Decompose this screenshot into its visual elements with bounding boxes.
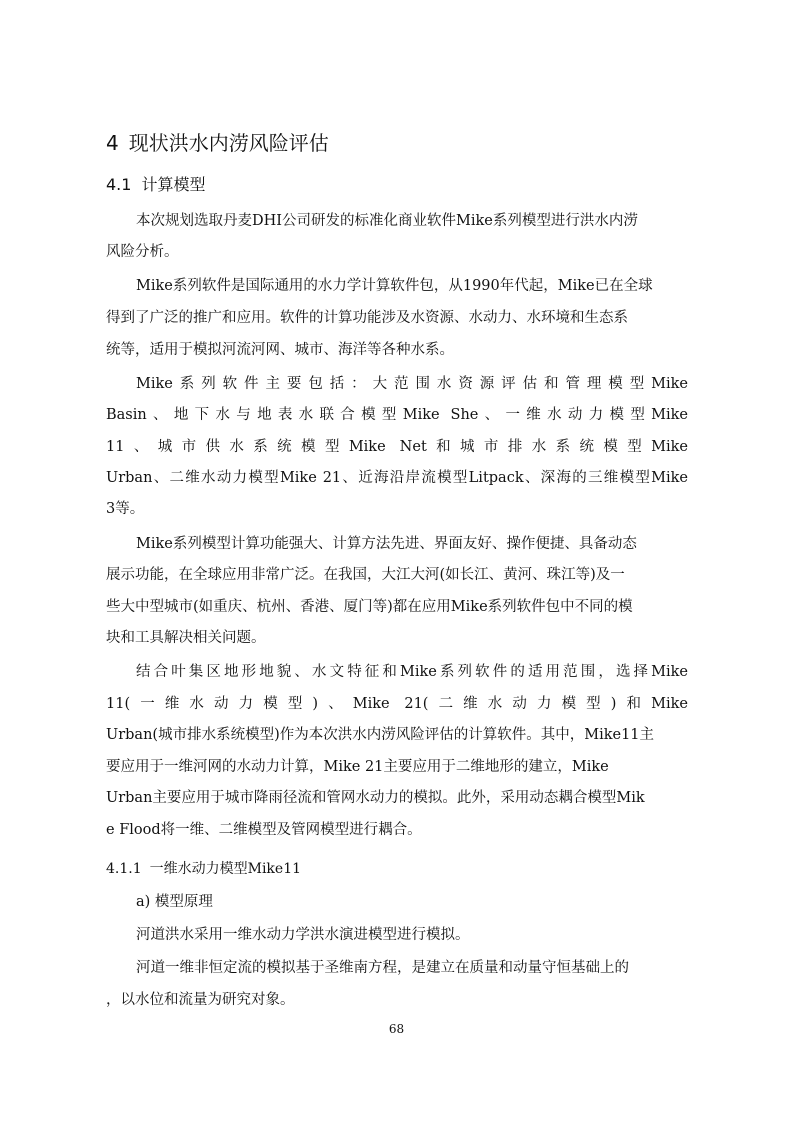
subsubsection-title: 一维水动力模型Mike11 (149, 861, 302, 877)
section-number: 4 (106, 131, 119, 155)
paragraph-line: 风险分析。 (106, 244, 179, 260)
paragraph-line: Mike系列软件是国际通用的水力学计算软件包，从1990年代起，Mike已在全球 (136, 278, 653, 294)
paragraph-line: 得到了广泛的推广和应用。软件的计算功能涉及水资源、水动力、水环境和生态系 (106, 310, 628, 326)
paragraph-line: 11(一维水动力模型)、Mike 21(二维水动力模型)和Mike (106, 696, 688, 712)
page-number: 68 (388, 1022, 405, 1036)
paragraph-line: Mike系列软件主要包括：大范围水资源评估和管理模型Mike (136, 376, 688, 392)
paragraph-line: Urban主要应用于城市降雨径流和管网水动力的模拟。此外，采用动态耦合模型Mik (106, 790, 645, 806)
paragraph-line: e Flood将一维、二维模型及管网模型进行耦合。 (106, 822, 422, 838)
subsection-number: 4.1 (106, 175, 132, 194)
subsection-title: 计算模型 (141, 175, 206, 194)
subsection-heading (106, 172, 205, 198)
paragraph-line: 展示功能，在全球应用非常广泛。在我国，大江大河(如长江、黄河、珠江等)及一 (106, 567, 625, 583)
paragraph-line: 河道洪水采用一维水动力学洪水演进模型进行模拟。 (136, 927, 470, 943)
paragraph-line: Urban(城市排水系统模型)作为本次洪水内涝风险评估的计算软件。其中，Mike11主 (106, 727, 655, 743)
paragraph-line: 本次规划选取丹麦DHI公司研发的标准化商业软件Mike系列模型进行洪水内涝 (136, 213, 638, 229)
paragraph-line: Mike系列模型计算功能强大、计算方法先进、界面友好、操作便捷、具备动态 (136, 536, 637, 552)
section-heading (106, 128, 329, 158)
paragraph-line: 3等。 (106, 501, 145, 517)
paragraph-line: Basin、地下水与地表水联合模型Mike She、一维水动力模型Mike (106, 407, 688, 423)
subsubsection-heading (106, 857, 301, 881)
paragraph-line: 要应用于一维河网的水动力计算，Mike 21主要应用于二维地形的建立，Mike (106, 759, 609, 775)
section-title: 现状洪水内涝风险评估 (128, 131, 329, 155)
paragraph-line: ，以水位和流量为研究对象。 (106, 992, 295, 1008)
paragraph-line: 些大中型城市(如重庆、杭州、香港、厦门等)都在应用Mike系列软件包中不同的模 (106, 599, 633, 615)
sub-label: a) 模型原理 (136, 894, 213, 910)
paragraph-line: 河道一维非恒定流的模拟基于圣维南方程，是建立在质量和动量守恒基础上的 (136, 960, 629, 976)
paragraph-line: 11、城市供水系统模型Mike Net和城市排水系统模型Mike (106, 439, 688, 455)
subsubsection-number: 4.1.1 (106, 861, 142, 877)
paragraph-line: 统等，适用于模拟河流河网、城市、海洋等各种水系。 (106, 342, 454, 358)
paragraph-line: Urban、二维水动力模型Mike 21、近海沿岸流模型Litpack、深海的三维模型Mike (106, 470, 688, 486)
paragraph-line: 块和工具解决相关问题。 (106, 630, 266, 646)
paragraph-line: 结合叶集区地形地貌、水文特征和Mike系列软件的适用范围，选择Mike (136, 664, 688, 680)
